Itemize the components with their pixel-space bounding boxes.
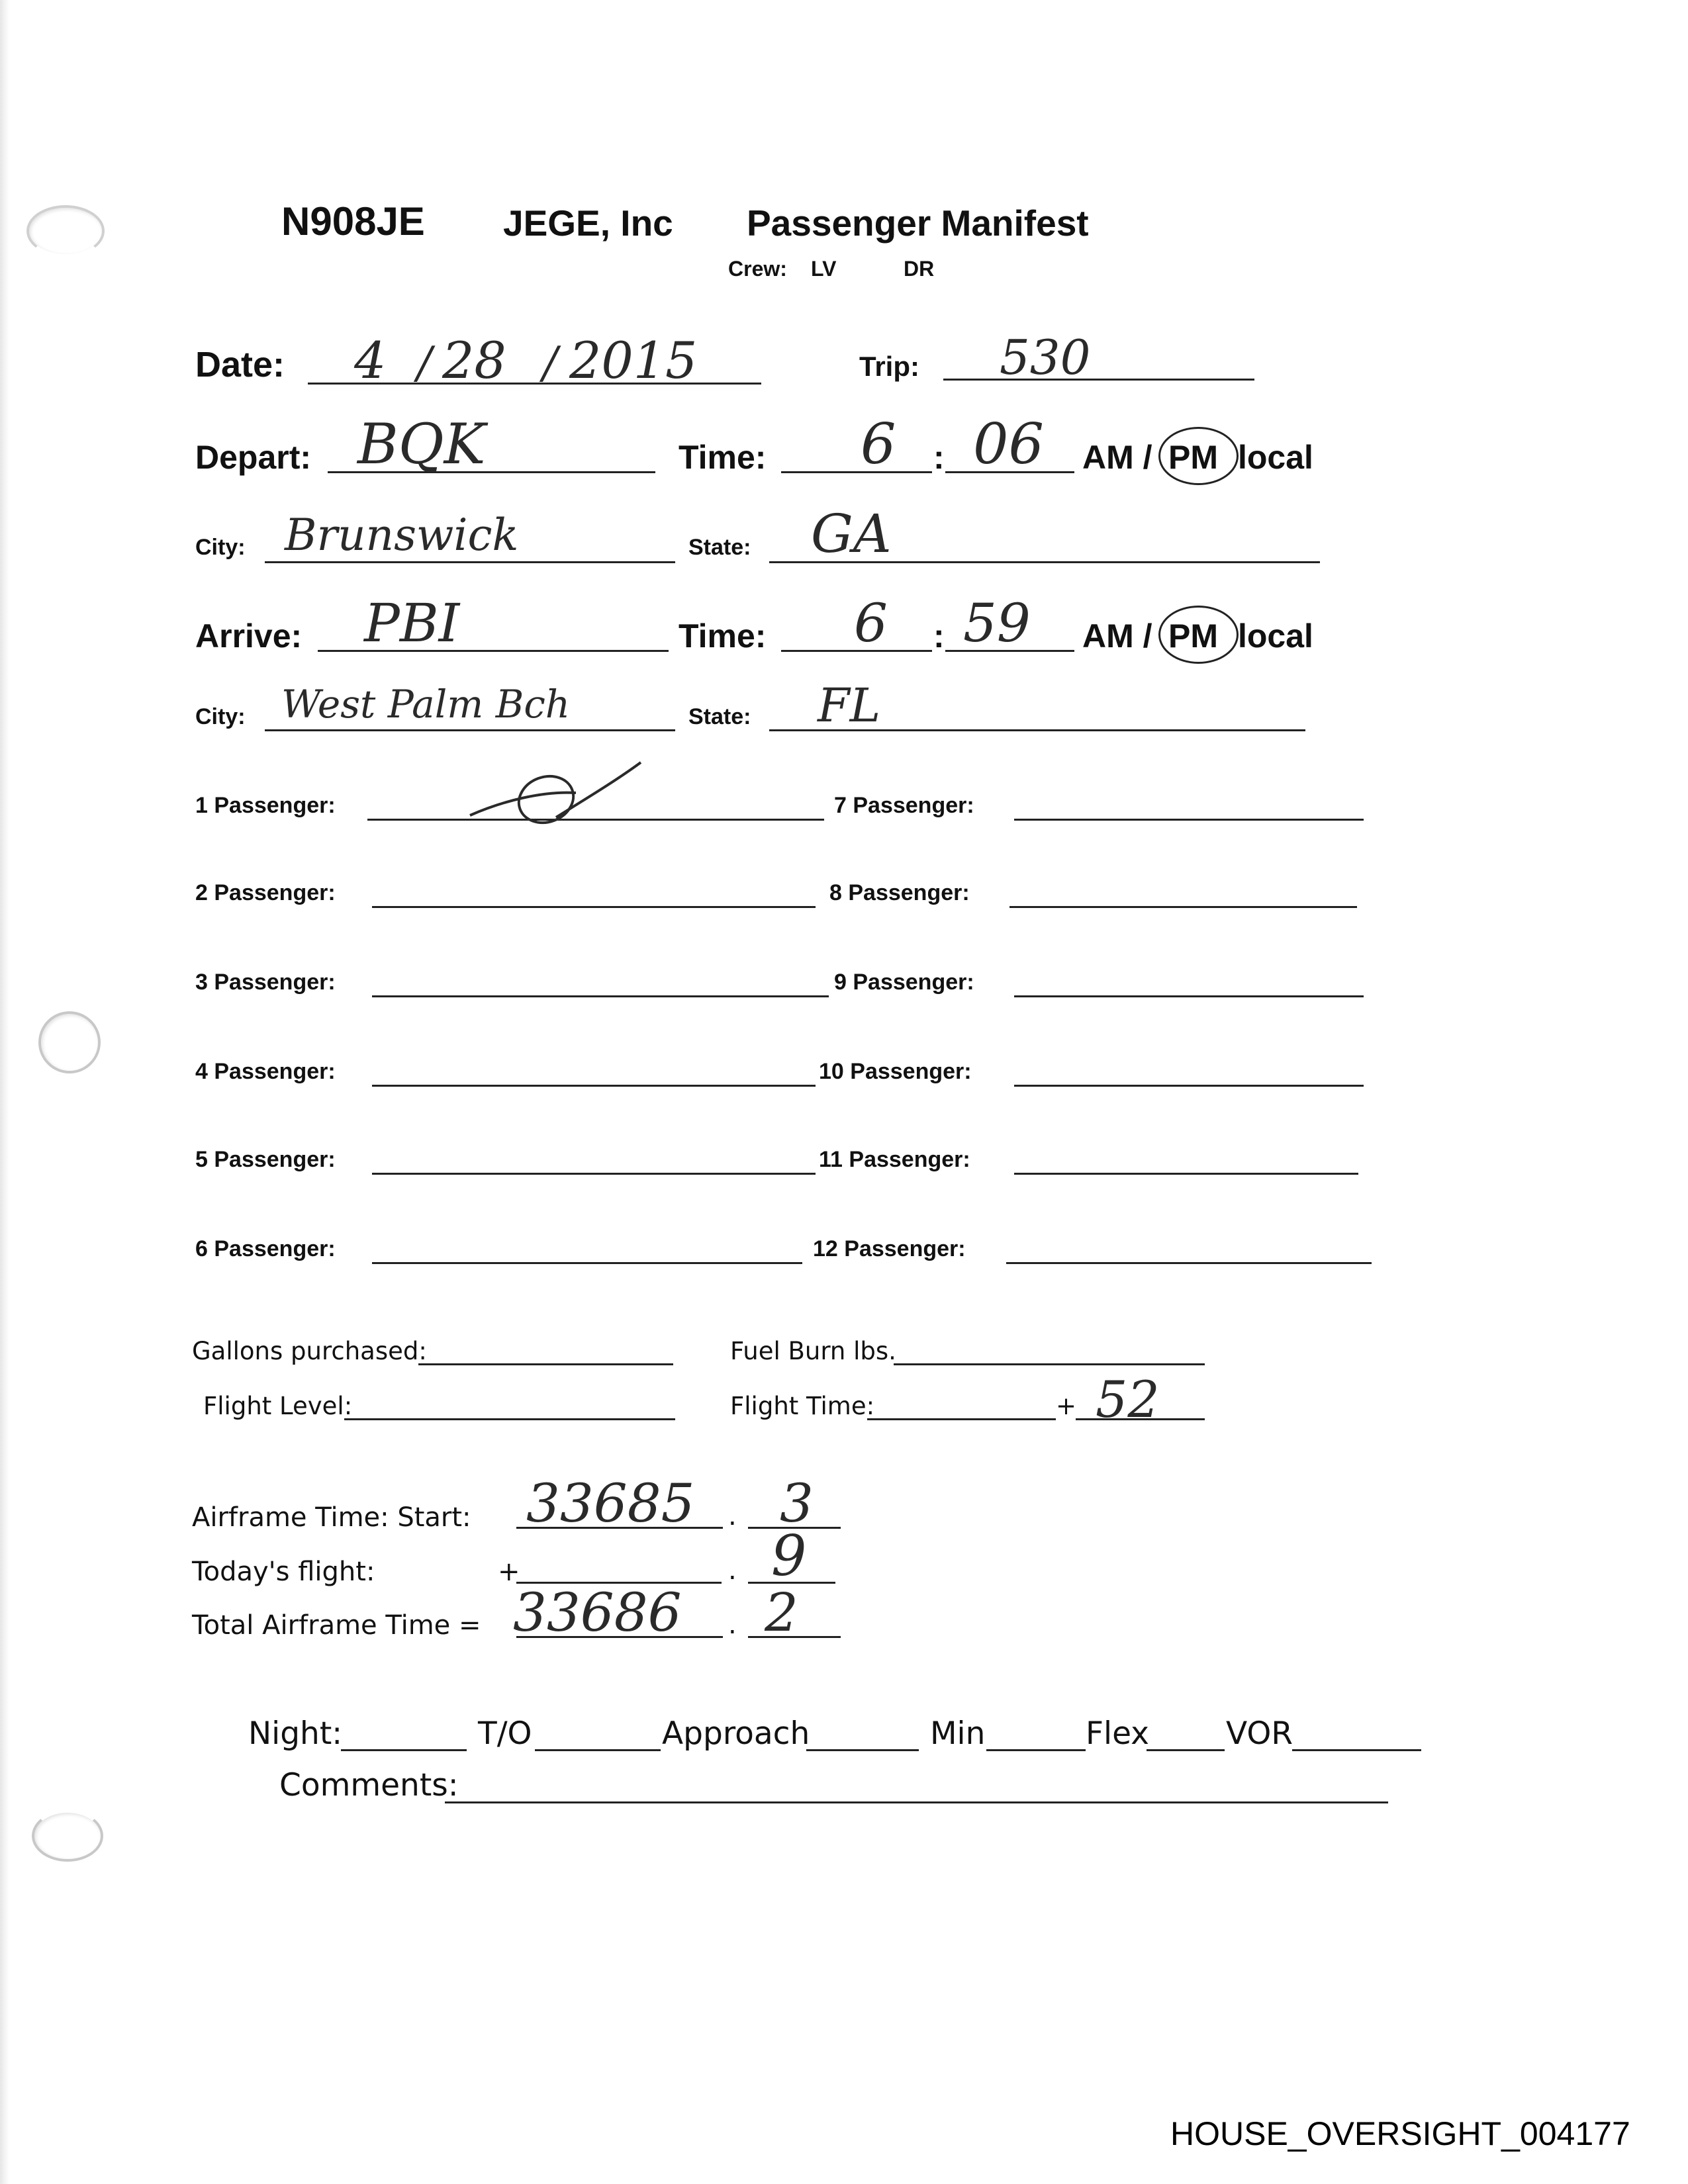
binder-hole-middle	[38, 1011, 101, 1073]
vor-line[interactable]	[1292, 1749, 1421, 1751]
passenger-9-line[interactable]	[1014, 995, 1364, 997]
binder-hole-bottom	[32, 1810, 103, 1862]
flight-level-line[interactable]	[344, 1418, 675, 1420]
arrive-local-label: local	[1238, 617, 1313, 655]
passenger-10-label: 10 Passenger:	[819, 1059, 972, 1084]
total-airframe-dot: .	[728, 1610, 737, 1640]
arrive-state-value: FL	[818, 678, 881, 733]
passenger-3-line[interactable]	[372, 995, 829, 997]
passenger-5-line[interactable]	[372, 1173, 816, 1175]
depart-time-label: Time:	[679, 439, 767, 476]
date-year: 2015	[569, 331, 698, 390]
passenger-8-label: 8 Passenger:	[829, 880, 970, 905]
passenger-7-label: 7 Passenger:	[834, 793, 974, 818]
passenger-9-label: 9 Passenger:	[834, 970, 974, 995]
depart-label: Depart:	[195, 439, 312, 476]
airframe-start-label: Airframe Time: Start:	[192, 1502, 471, 1533]
depart-minute: 06	[973, 412, 1044, 477]
date-day: 28	[442, 331, 506, 390]
passenger-8-line[interactable]	[1009, 906, 1357, 908]
passenger-4-label: 4 Passenger:	[195, 1059, 336, 1084]
depart-hour: 6	[861, 412, 896, 477]
arrive-time-label: Time:	[679, 617, 767, 655]
gallons-purchased-line[interactable]	[418, 1363, 673, 1365]
todays-flight-label: Today's flight:	[192, 1557, 375, 1587]
approach-line[interactable]	[806, 1749, 919, 1751]
arrive-pm-option[interactable]: PM	[1168, 617, 1218, 655]
arrive-am-option[interactable]: AM /	[1082, 617, 1152, 655]
form-title: Passenger Manifest	[747, 203, 1089, 244]
flight-time-line[interactable]	[867, 1418, 1056, 1420]
date-separator-1: /	[417, 338, 432, 388]
depart-local-label: local	[1238, 439, 1313, 476]
passenger-12-line[interactable]	[1006, 1262, 1372, 1264]
todays-flight-tenth: 9	[771, 1524, 807, 1588]
passenger-11-label: 11 Passenger:	[819, 1147, 970, 1172]
depart-city-value: Brunswick	[285, 510, 519, 561]
trip-value: 530	[1000, 330, 1091, 385]
comments-line[interactable]	[445, 1801, 1388, 1803]
tail-number: N908JE	[281, 199, 425, 244]
gallons-purchased-label: Gallons purchased:	[192, 1337, 427, 1365]
takeoff-label: T/O	[478, 1715, 532, 1752]
date-month: 4	[354, 331, 387, 390]
arrive-label: Arrive:	[195, 617, 303, 655]
arrive-hour: 6	[854, 592, 888, 654]
total-airframe-label: Total Airframe Time =	[192, 1610, 481, 1641]
approach-label: Approach	[662, 1715, 810, 1752]
night-line[interactable]	[341, 1749, 467, 1751]
bates-number: HOUSE_OVERSIGHT_004177	[1170, 2115, 1630, 2152]
passenger-1-label: 1 Passenger:	[195, 793, 336, 818]
crew-label: Crew:	[728, 257, 787, 281]
flight-level-label: Flight Level:	[203, 1392, 353, 1420]
flight-time-value: 52	[1096, 1370, 1160, 1429]
takeoff-line[interactable]	[535, 1749, 661, 1751]
flight-time-plus: +	[1056, 1392, 1077, 1420]
night-label: Night:	[248, 1715, 343, 1752]
arrive-city-label: City:	[195, 704, 246, 729]
todays-flight-plus: +	[498, 1557, 520, 1587]
arrive-city-line[interactable]	[265, 729, 675, 731]
passenger-7-line[interactable]	[1014, 819, 1364, 821]
crew-member-1: LV	[811, 257, 837, 281]
airframe-start-dot: .	[728, 1501, 737, 1531]
min-line[interactable]	[986, 1749, 1086, 1751]
arrive-state-label: State:	[688, 704, 751, 729]
depart-state-value: GA	[811, 503, 892, 565]
flight-time-label: Flight Time:	[730, 1392, 875, 1420]
passenger-3-label: 3 Passenger:	[195, 970, 336, 995]
flex-line[interactable]	[1147, 1749, 1225, 1751]
passenger-1-value: 0	[463, 754, 465, 755]
trip-label: Trip:	[859, 351, 919, 382]
passenger-6-label: 6 Passenger:	[195, 1236, 336, 1261]
page-edge	[0, 0, 9, 2184]
depart-time-colon: :	[933, 439, 945, 476]
depart-hour-line[interactable]	[781, 471, 932, 473]
arrive-time-colon: :	[933, 617, 945, 655]
passenger-12-label: 12 Passenger:	[813, 1236, 966, 1261]
arrive-minute: 59	[963, 592, 1031, 654]
depart-value: BQK	[357, 412, 486, 477]
passenger-5-label: 5 Passenger:	[195, 1147, 336, 1172]
passenger-1-scribble	[463, 754, 649, 827]
flex-label: Flex	[1086, 1715, 1149, 1752]
vor-label: VOR	[1226, 1715, 1293, 1752]
date-label: Date:	[195, 345, 285, 385]
comments-label: Comments:	[279, 1767, 459, 1803]
crew-member-2: DR	[904, 257, 935, 281]
depart-city-line[interactable]	[265, 561, 675, 563]
fuel-burn-line[interactable]	[894, 1363, 1205, 1365]
company-name: JEGE, Inc	[503, 203, 673, 244]
binder-hole-top	[26, 205, 105, 257]
date-separator-2: /	[543, 338, 558, 388]
depart-city-label: City:	[195, 535, 246, 560]
trip-field-line[interactable]	[943, 379, 1254, 381]
airframe-start-whole: 33685	[526, 1473, 695, 1534]
depart-am-option[interactable]: AM /	[1082, 439, 1152, 476]
arrive-city-value: West Palm Bch	[281, 682, 571, 727]
total-airframe-tenth: 2	[765, 1582, 798, 1643]
depart-pm-option[interactable]: PM	[1168, 439, 1218, 476]
passenger-10-line[interactable]	[1014, 1085, 1364, 1087]
todays-flight-dot: .	[728, 1555, 737, 1586]
passenger-2-line[interactable]	[372, 906, 816, 908]
passenger-4-line[interactable]	[372, 1085, 816, 1087]
min-label: Min	[930, 1715, 986, 1752]
arrive-value: PBI	[364, 592, 460, 654]
passenger-6-line[interactable]	[372, 1262, 802, 1264]
fuel-burn-label: Fuel Burn lbs.	[730, 1337, 896, 1365]
depart-state-label: State:	[688, 535, 751, 560]
airframe-start-tenth: 3	[780, 1473, 814, 1534]
passenger-2-label: 2 Passenger:	[195, 880, 336, 905]
passenger-11-line[interactable]	[1014, 1173, 1358, 1175]
total-airframe-whole: 33686	[513, 1582, 682, 1643]
